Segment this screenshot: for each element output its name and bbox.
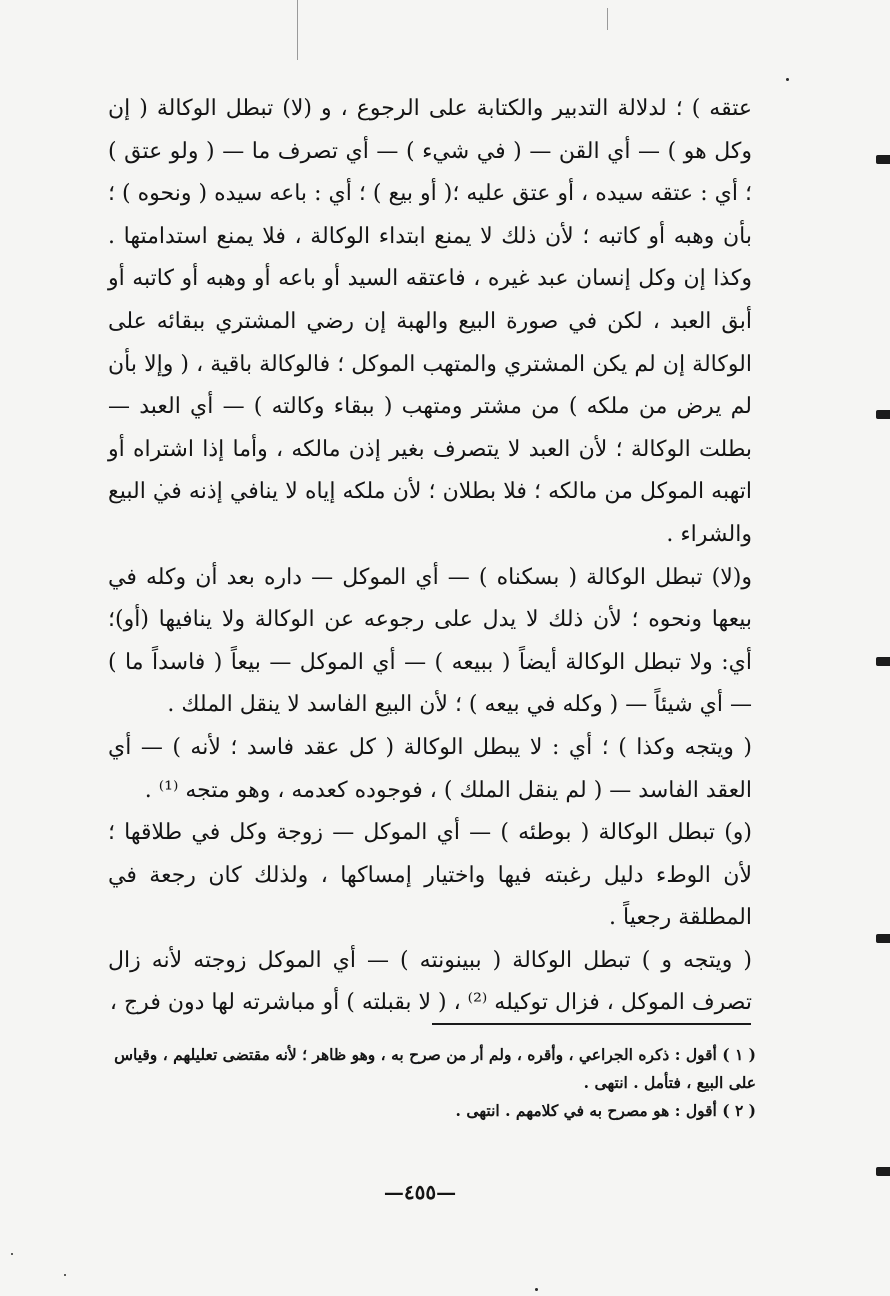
page-edge-mark — [876, 657, 890, 666]
fold-line-mark — [297, 0, 298, 60]
paragraph: عتقه ) ؛ لدلالة التدبير والكتابة على الرجوع ، و (لا) تبطل الوكالة ( إن وكل هو ) — أي القن — ( في شيء ) — أي تصرف ما — ( ولو عتق ) ؛ أي : عتقه سيده ، أو عتق عليه ؛( أو بيع ) ؛ أي : باعه سيده ( ونحوه ) ؛ بأن وهبه أو كاتبه ؛ لأن ذلك لا يمنع ابتداء الوكالة ، فلا يمنع استدامتها . وكذا إن وكل إنسان عبد غيره ، فاعتقه السيد أو باعه أو وهبه أو كاتبه أو أبق العبد ، لكن في صورة البيع والهبة إن رضي المشتري ببقائه على الوكالة إن لم يكن المشتري والمتهب الموكل ؛ فالوكالة باقية ، ( وإلا بأن لم يرض من ملكه ) من مشتر ومتهب ( ببقاء وكالته ) — أي العبد — بطلت الوكالة ؛ لأن العبد لا يتصرف بغير إذن مالكه ، وأما إذا اشتراه أو اتهبه الموكل من مالكه ؛ فلا بطلان ؛ لأن ملكه إياه لا ينافي إذنه في البيع والشراء . — [108, 96, 752, 547]
main-text — [108, 88, 752, 1025]
paragraph: (و) تبطل الوكالة ( بوطئه ) — أي الموكل — زوجة وكل في طلاقها ؛ لأن الوطء دليل رغبته فيها واختيار إمساكها ، ولذلك كان رجعة في المطلقة رجعياً . — [108, 820, 752, 931]
paragraph: و(لا) تبطل الوكالة ( بسكناه ) — أي الموكل — داره بعد أن وكله في بيعها ونحوه ؛ لأن ذلك لا يدل على رجوعه عن الوكالة ولا ينافيها (أو)؛ أي: ولا تبطل الوكالة أيضاً ( ببيعه ) — أي الموكل — بيعاً ( فاسداً ما ) — أي شيئاً — ( وكله في بيعه ) ؛ لأن البيع الفاسد لا ينقل الملك . — [108, 564, 752, 718]
dust-speck — [11, 1253, 13, 1255]
dust-speck — [535, 1288, 538, 1291]
footnote: ( ١ ) أقول : ذكره الجراعي ، وأقره ، ولم أر من صرح به ، وهو ظاهر ؛ لأنه مقتضى تعليلهم ، وقياس على البيع ، فتأمل . انتهى . — [114, 1045, 756, 1092]
paragraph: ( ويتجه و ) تبطل الوكالة ( ببينونته ) — أي الموكل زوجته لأنه زال تصرف الموكل ، فزال توكيله ⁽²⁾ ، ( لا بقبلته ) أو مباشرته لها دون فرج ، — [108, 947, 752, 1016]
fold-line-mark — [607, 8, 608, 30]
paragraph: ( ويتجه وكذا ) ؛ أي : لا يبطل الوكالة ( كل عقد فاسد ؛ لأنه ) — أي العقد الفاسد — ( لم ينقل الملك ) ، فوجوده كعدمه ، وهو متجه ⁽¹⁾ . — [108, 734, 752, 803]
footnote-separator — [432, 1023, 751, 1025]
page-number: —٤٥٥— — [383, 1180, 457, 1204]
page-edge-mark — [876, 934, 890, 943]
footnotes — [108, 1041, 756, 1125]
page-edge-mark — [876, 410, 890, 419]
dust-speck — [786, 78, 789, 81]
page-edge-mark — [876, 1167, 890, 1176]
page-edge-mark — [876, 155, 890, 164]
dust-speck — [64, 1274, 66, 1276]
footnote: ( ٢ ) أقول : هو مصرح به في كلامهم . انتهى . — [455, 1101, 756, 1120]
